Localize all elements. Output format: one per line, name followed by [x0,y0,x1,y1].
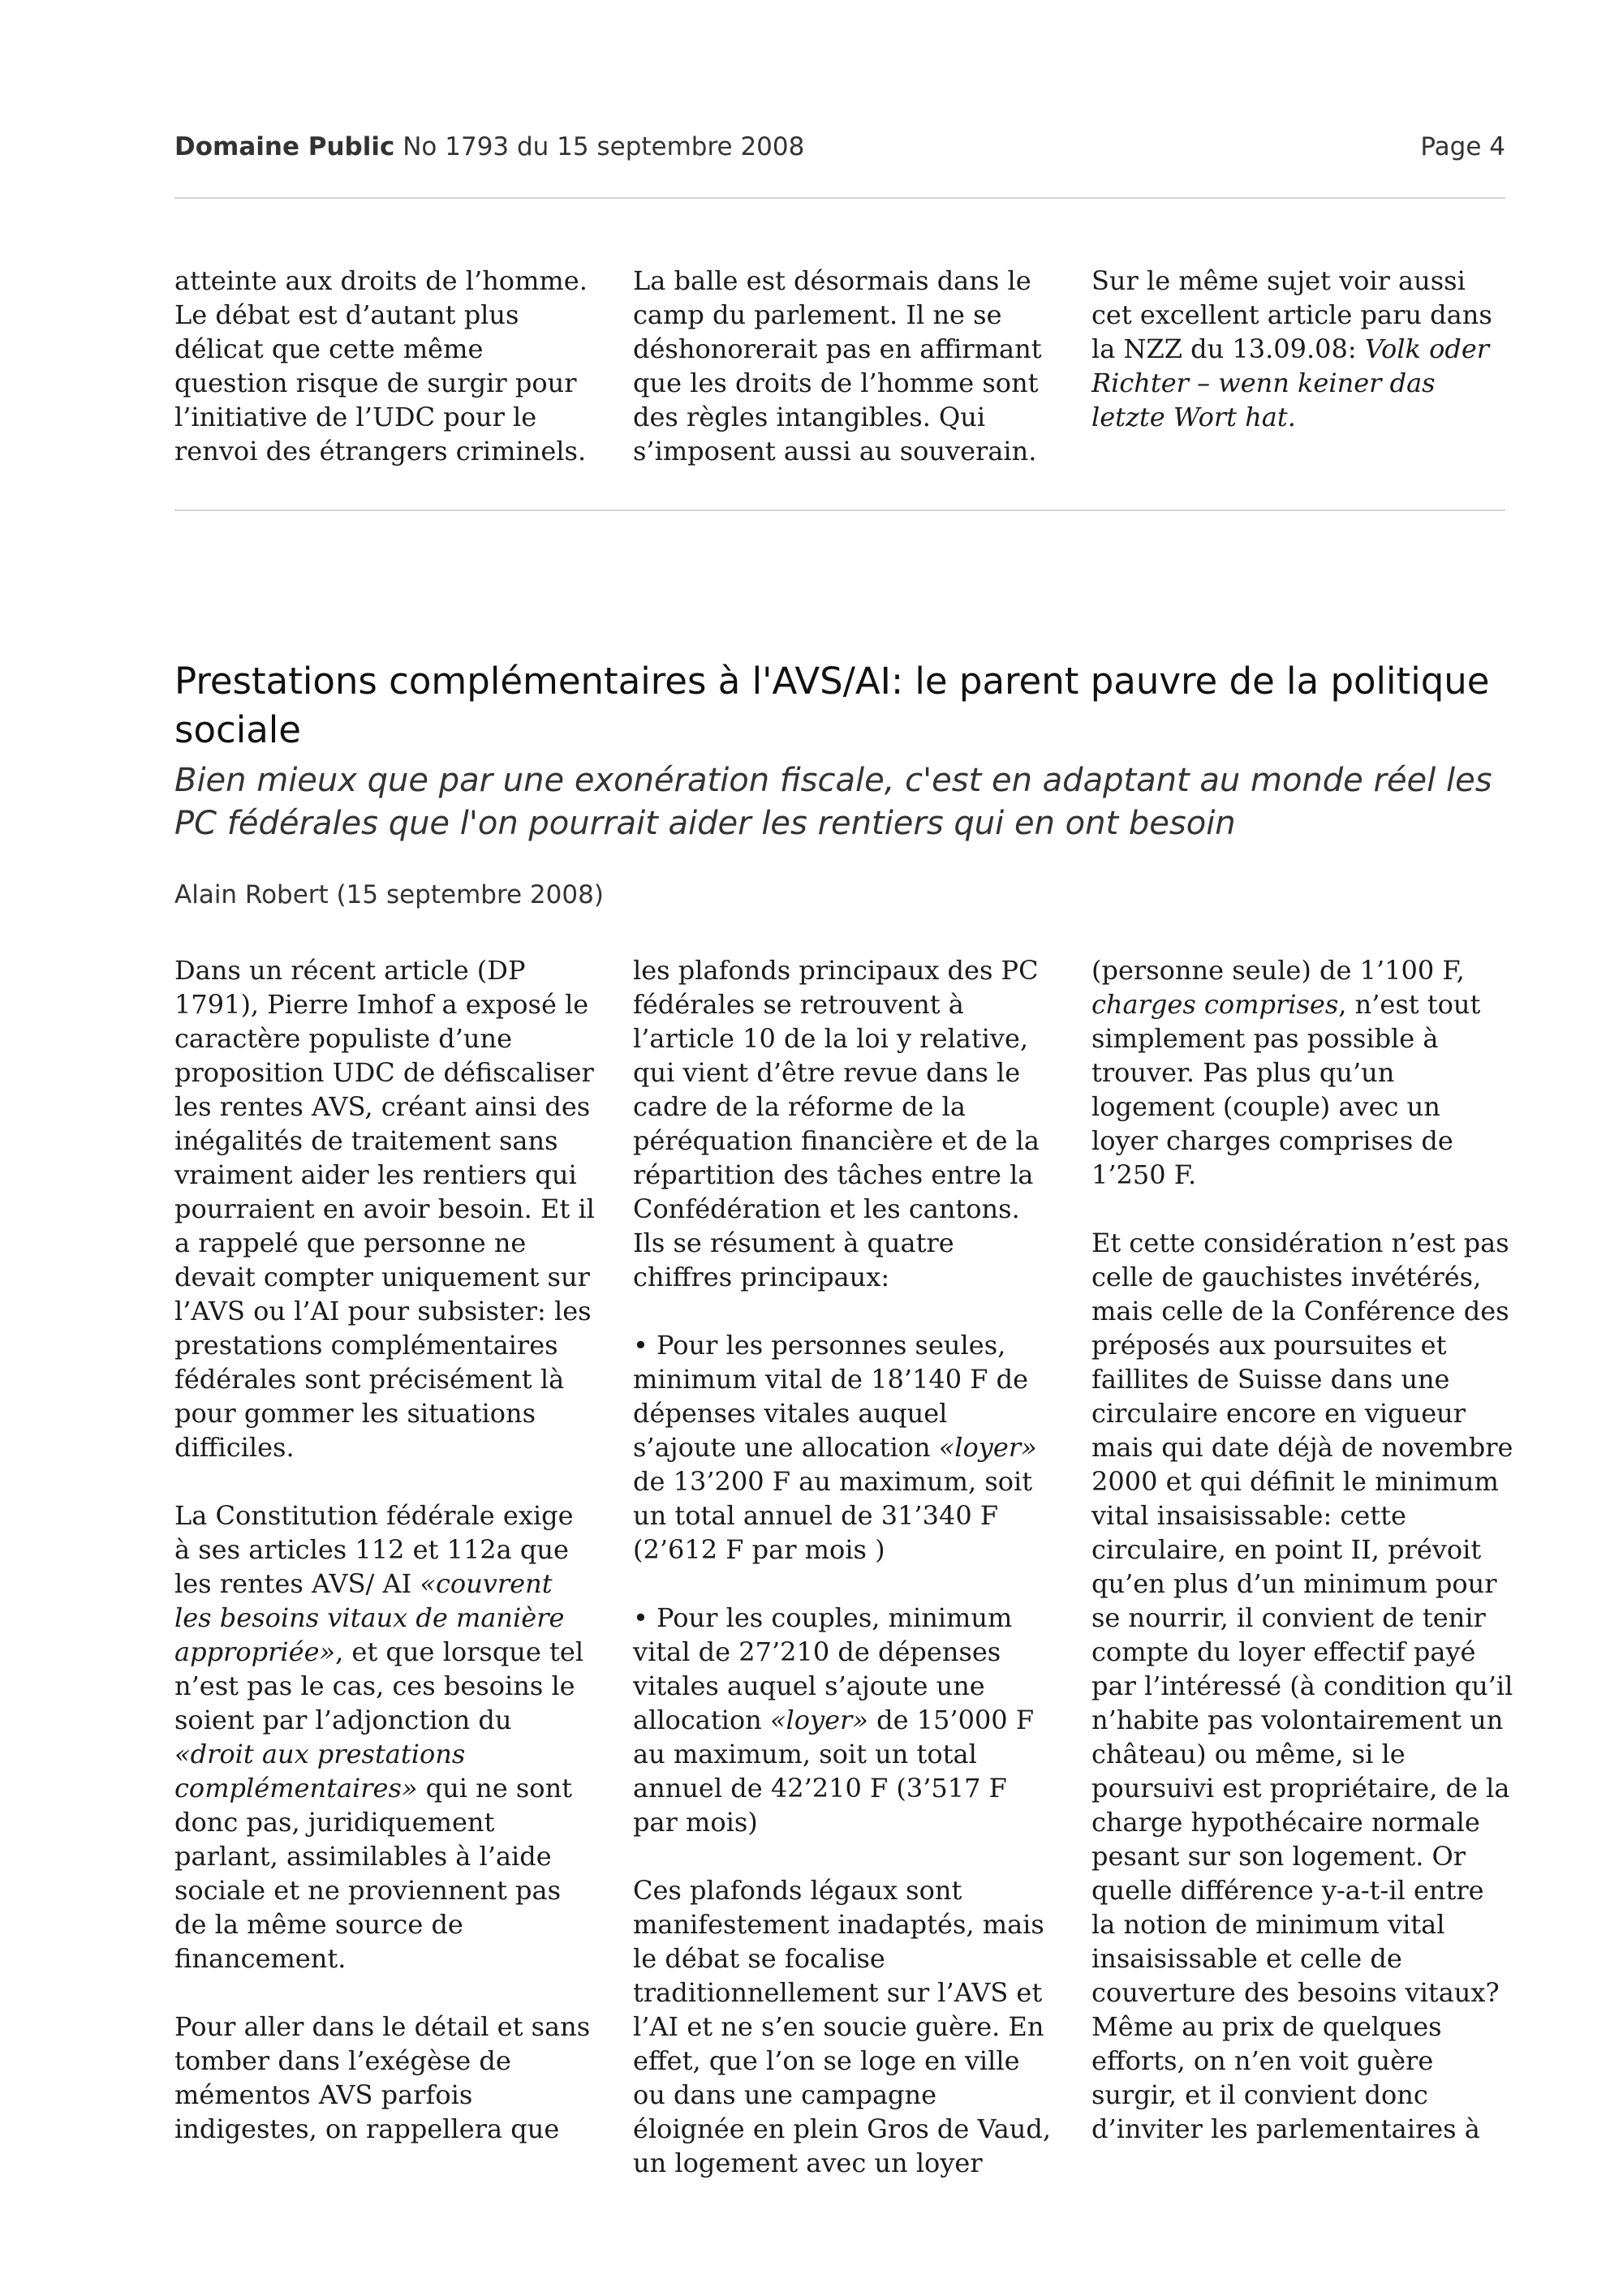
paragraph: Sur le même sujet voir aussi cet excellent article paru dans la NZZ du 13.09.08: Volk oder Richter – wenn keiner das letzte Wort hat. [1091,265,1492,432]
paragraph: atteinte aux droits de l’homme. Le débat est d’autant plus délicat que cette même question risque de surgir pour l’initiative de l’UDC pour le renvoi des étrangers criminels. [174,265,588,467]
paragraph: (personne seule) de 1’100 F, charges comprises, n’est tout simplement pas possible à trouver. Pas plus qu’un logement (couple) avec un loyer charges comprises de 1’250 F. [1091,955,1481,1190]
article-title: Prestations complémentaires à l'AVS/AI: le parent pauvre de la politique sociale [174,660,1490,751]
article-col-1 [174,953,596,2180]
page-header [174,132,1505,173]
prev-article-col-2 [633,264,1055,502]
bullet-item: • Pour les personnes seules, minimum vital de 18’140 F de dépenses vitales auquel s’ajoute une allocation «loyer» de 13’200 F au maximum, soit un total annuel de 31’340 F (2’612 F par mois ) [633,1330,1037,1565]
publication-name: Domaine Public [174,132,395,161]
paragraph: La balle est désormais dans le camp du parlement. Il ne se déshonorerait pas en affirmant que les droits de l’homme sont des règles intangibles. Qui s’imposent aussi au souverain. [633,265,1042,467]
page-number: Page 4 [1420,132,1505,161]
article-col-2 [633,953,1055,2214]
prev-article-col-1 [174,264,596,502]
paragraph: Dans un récent article (DP 1791), Pierre Imhof a exposé le caractère populiste d’une proposition UDC de défiscaliser les rentes AVS, créant ainsi des inégalités de traitement sans vraiment aider les rentiers qui pourraient en avoir besoin. Et il a rappelé que personne ne devait compter uniquement sur l’AVS ou l’AI pour subsister: les prestations complémentaires fédérales sont précisément là pour gommer les situations difficiles. [174,955,595,1463]
prev-article-col-3 [1091,264,1513,468]
article-subtitle: Bien mieux que par une exonération fiscale, c'est en adaptant au monde réel les PC fédérales que l'on pourrait aider les rentiers qui en ont besoin [174,762,1492,842]
bullet-item: • Pour les couples, minimum vital de 27’210 de dépenses vitales auquel s’ajoute une allocation «loyer» de 15’000 F au maximum, soit un total annuel de 42’210 F (3’517 F par mois) [633,1602,1035,1838]
paragraph: les plafonds principaux des PC fédérales se retrouvent à l’article 10 de la loi y relative, qui vient d’être revue dans le cadre de la réforme de la péréquation financière et de la répartition des tâches entre la Confédération et les cantons. Ils se résument à quatre chiffres principaux: [633,955,1040,1292]
section-divider [174,510,1505,511]
paragraph: Ces plafonds légaux sont manifestement inadaptés, mais le débat se focalise traditionnellement sur l’AVS et l’AI et ne s’en soucie guère. En effet, que l’on se loge en ville ou dans une campagne éloignée en plein Gros de Vaud, un logement avec un loyer [633,1875,1052,2178]
header-divider [174,197,1505,199]
nzz-article-link[interactable]: Volk oder Richter – wenn keiner das letzte Wort hat. [1091,333,1490,432]
issue-info: No 1793 du 15 septembre 2008 [403,132,805,161]
paragraph: La Constitution fédérale exige à ses articles 112 et 112a que les rentes AVS/ AI «couvrent les besoins vitaux de manière appropriée», et que lorsque tel n’est pas le cas, ces besoins le soient par l’adjonction du «droit aux prestations complémentaires» qui ne sont donc pas, juridiquement parlant, assimilables à l’aide sociale et ne proviennent pas de la même source de financement. [174,1500,584,1974]
article-byline: Alain Robert (15 septembre 2008) [174,880,604,909]
article-col-3 [1091,953,1513,2180]
paragraph: Pour aller dans le détail et sans tomber dans l’exégèse de mémentos AVS parfois indigestes, on rappellera que [174,2011,591,2144]
paragraph: Et cette considération n’est pas celle de gauchistes invétérés, mais celle de la Conférence des préposés aux poursuites et faillites de Suisse dans une circulaire encore en vigueur mais qui date déjà de novembre 2000 et qui définit le minimum vital insaisissable: cette circulaire, en point II, prévoit qu’en plus d’un minimum pour se nourrir, il convient de tenir compte du loyer effectif payé par l’intéressé (à condition qu’il n’habite pas volontairement un château) ou même, si le poursuivi est propriétaire, de la charge hypothécaire normale pesant sur son logement. Or quelle différence y-a-t-il entre la notion de minimum vital insaisissable et celle de couverture des besoins vitaux? Même au prix de quelques efforts, on n’en voit guère surgir, et il convient donc d’inviter les parlementaires à [1091,1228,1513,2144]
